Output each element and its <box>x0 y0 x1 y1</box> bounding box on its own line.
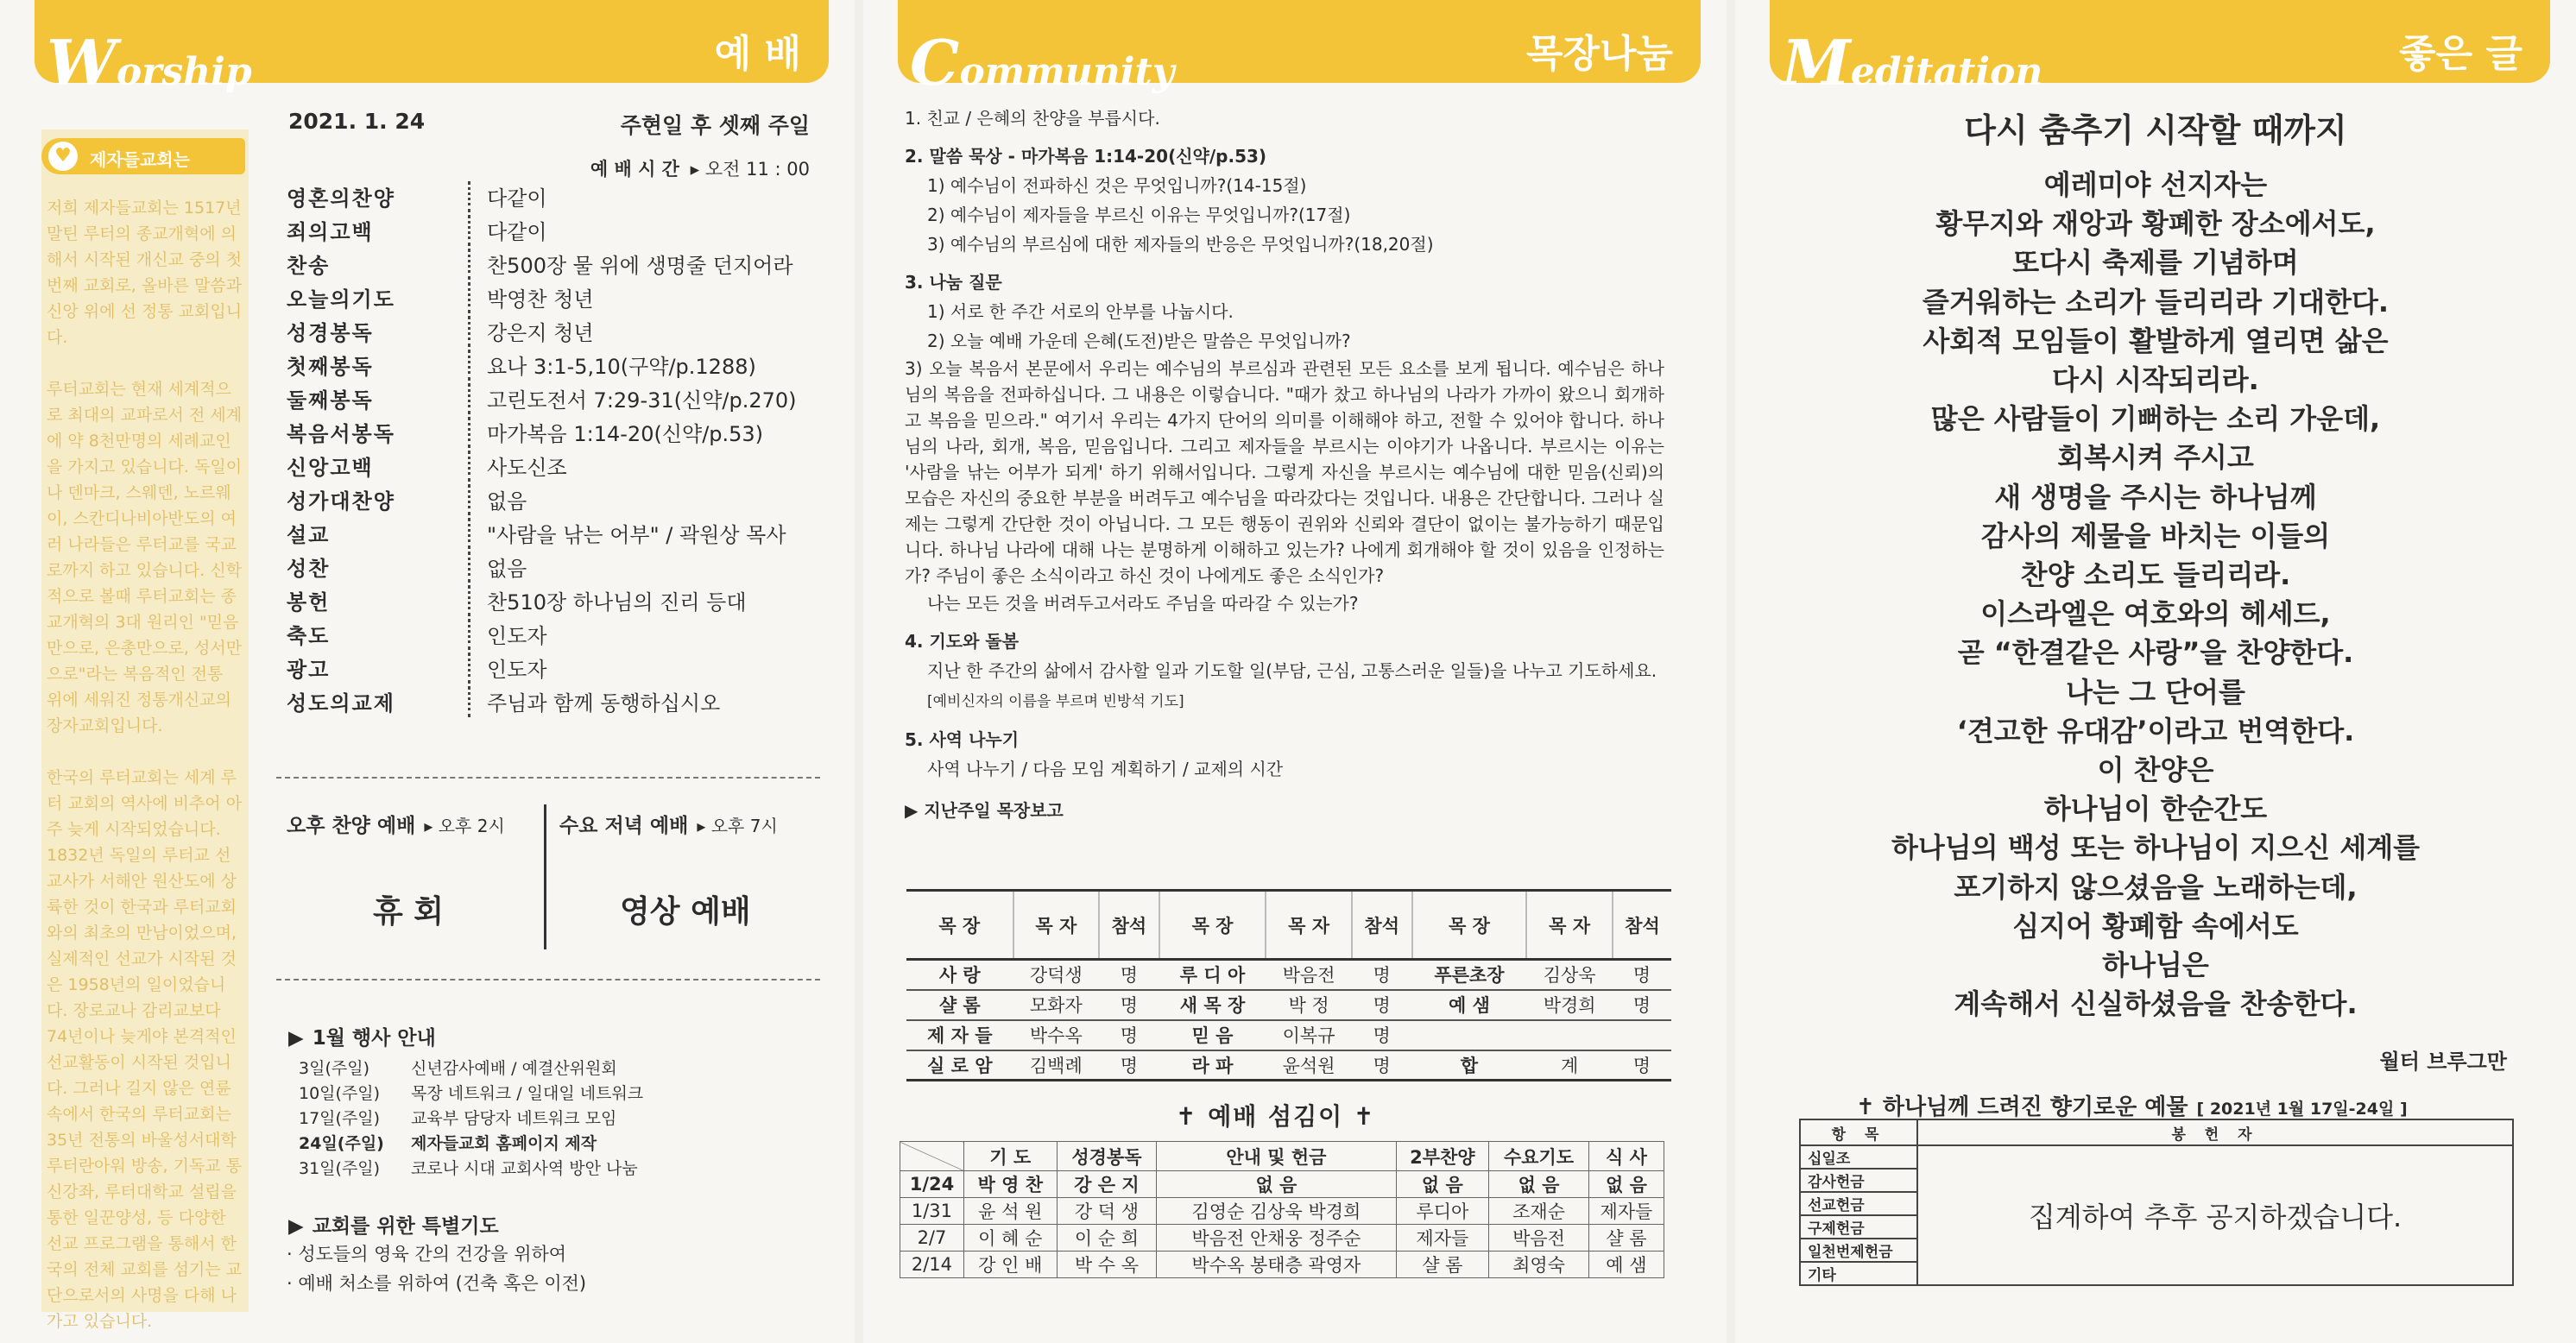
table-cell: 샬 롬 <box>906 990 1013 1020</box>
order-item-value: 박영찬 청년 <box>487 287 594 312</box>
poem-line: 사회적 모임들이 활발하게 열리면 삶은 <box>1923 324 2389 357</box>
sharing-question: 2) 오늘 예배 가운데 은혜(도전)받은 말씀은 무엇입니까? <box>927 331 1351 351</box>
banner-korean-title: 목장나눔 <box>1525 32 1673 76</box>
offering-item-label: 감사헌금 <box>1800 1169 1917 1192</box>
afternoon-service-status: 휴 회 <box>373 894 445 930</box>
poem-line: 심지어 황폐함 속에서도 <box>2012 909 2299 943</box>
banner-english-title <box>47 26 252 99</box>
offering-title <box>1856 1089 2408 1121</box>
table-cell: 믿 음 <box>1159 1020 1266 1050</box>
order-row <box>287 314 822 348</box>
column-header: 항 목 <box>1800 1119 1917 1145</box>
divider <box>276 979 820 980</box>
order-row <box>287 516 822 550</box>
table-cell: 없 음 <box>1588 1171 1664 1198</box>
table-cell: 박음전 <box>1266 960 1352 990</box>
offering-table <box>1799 1119 2514 1286</box>
dotted-separator <box>468 451 478 482</box>
table-cell: 새 목 장 <box>1159 990 1266 1020</box>
order-item-value: 찬510장 하나님의 진리 등대 <box>487 590 747 615</box>
column-header: 목 자 <box>1526 891 1613 960</box>
banner-cap-letter: W <box>47 26 117 99</box>
church-intro-sidebar <box>41 129 249 1331</box>
offering-period: [ 2021년 1월 17일-24일 ] <box>2196 1100 2408 1119</box>
table-row <box>900 1171 1664 1198</box>
event-date: 17일(주일) <box>299 1109 381 1128</box>
order-item-label: 신앙고백 <box>287 456 374 480</box>
ministry-sharing-text: 사역 나누기 / 다음 모임 계획하기 / 교제의 시간 <box>927 759 1284 779</box>
cell-report-table <box>906 889 1671 1081</box>
order-item-label: 성도의교제 <box>287 691 395 716</box>
table-cell: 명 <box>1613 990 1671 1020</box>
worship-banner <box>35 0 829 99</box>
table-cell: 박음전 <box>1489 1225 1589 1252</box>
dotted-separator <box>468 316 478 347</box>
service-time <box>590 155 810 181</box>
liturgical-sunday: 주현일 후 셋째 주일 <box>620 113 810 138</box>
service-time-value: ▸ 오전 11 : 00 <box>690 159 810 180</box>
poem-line: 감사의 제물을 바치는 이들의 <box>1980 519 2331 552</box>
event-date: 3일(주일) <box>299 1059 369 1078</box>
event-row <box>299 1130 643 1155</box>
table-cell <box>1526 1020 1613 1050</box>
column-header: 수요기도 <box>1489 1142 1589 1171</box>
offering-item-label: 기타 <box>1800 1262 1917 1285</box>
worship-panel <box>0 0 855 1343</box>
banner-english-title <box>910 26 1174 99</box>
table-cell: 조재순 <box>1489 1198 1589 1225</box>
offering-message: 집계하여 추후 공지하겠습니다. <box>1917 1145 2513 1285</box>
column-header: 목 장 <box>906 891 1013 960</box>
poem-line: 하나님이 한순간도 <box>2043 792 2268 826</box>
order-item-label: 둘째봉독 <box>287 388 374 413</box>
column-header <box>900 1142 964 1171</box>
order-item-value: 마가복음 1:14-20(신약/p.53) <box>487 422 764 446</box>
table-row <box>906 960 1671 990</box>
prayer-item: · 성도들의 영육 간의 건강을 위하여 <box>287 1244 567 1264</box>
table-cell: 박경희 <box>1526 990 1613 1020</box>
meditation-title: 다시 춤추기 시작할 때까지 <box>1964 111 2347 149</box>
table-header-row <box>900 1142 1664 1171</box>
table-cell: 박수옥 <box>1013 1020 1100 1050</box>
table-cell: 라 파 <box>1159 1050 1266 1081</box>
table-cell: 푸른초장 <box>1412 960 1527 990</box>
column-header: 목 자 <box>1266 891 1352 960</box>
table-cell: 김백례 <box>1013 1050 1100 1081</box>
offering-item-label: 십일조 <box>1800 1145 1917 1169</box>
dotted-separator <box>468 619 478 650</box>
table-cell: 예 샘 <box>1588 1252 1664 1278</box>
order-row <box>287 583 822 617</box>
order-item-value: 없음 <box>487 557 527 581</box>
banner-english-title <box>1782 26 2042 99</box>
dotted-separator <box>468 653 478 684</box>
events-title-text: 1월 행사 안내 <box>312 1027 436 1050</box>
order-row <box>287 281 822 314</box>
dotted-separator <box>468 417 478 448</box>
dotted-separator <box>468 686 478 717</box>
poem-line: 이 찬양은 <box>2097 753 2214 787</box>
section-prayer-care: 4. 기도와 돌봄 <box>905 631 1020 652</box>
service-date: 2021. 1. 24 <box>288 109 426 134</box>
order-item-value: 인도자 <box>487 624 547 648</box>
service-time-label: 예 배 시 간 <box>590 159 679 180</box>
order-row <box>287 449 822 482</box>
poem-line: 또다시 축제를 기념하며 <box>2012 246 2299 280</box>
order-row <box>287 550 822 583</box>
order-item-label: 성찬 <box>287 557 331 581</box>
sharing-paragraph: 3) 오늘 복음서 본문에서 우리는 예수님의 부르심과 관련된 모든 요소를 보게 됩니다. 예수님은 하나님의 복음을 전파하십니다. 그 내용은 이렇습니다. "때가 찼고 하나님의 나라가 가까이 왔으니 회개하고 복음을 믿으라." 여기서 우리는 4가지 단어의 의미를 이해해야 하고, 전할 수 있어야 합니다. 하나님의 나라, 회개, 복음, 믿음입니다. 그리고 제자들을 부르시는 이야기가 나옵니다. 부르시는 이유는 '사람을 낚는 어부가 되게' 하기 위해서입니다. 그렇게 자신을 부르시는 예수님에 대한 믿음(신뢰)의 모습은 자신의 중요한 부분을 버려두고 예수님을 따라갔다는 것입니다. 내용은 간단합니다. 그러나 실제는 그렇게 간단한 것이 아닙니다. 그 모든 행동이 권위와 신뢰와 결단이 없이는 불가능하기 때문입니다. 하나님 나라에 대해 나는 분명하게 이해하고 있는가? 나에게 회개해야 할 것이 있음을 인정하는가? 주님이 좋은 소식이라고 하신 것이 나에게도 좋은 소식인가? <box>905 358 1664 586</box>
table-cell: 샬 롬 <box>1588 1225 1664 1252</box>
order-row <box>287 651 822 684</box>
table-cell: 제 자 들 <box>906 1020 1013 1050</box>
table-cell: 박 정 <box>1266 990 1352 1020</box>
dotted-separator <box>468 383 478 414</box>
table-cell: 명 <box>1352 1020 1412 1050</box>
table-cell: 강 인 배 <box>963 1252 1057 1278</box>
column-header: 참석 <box>1099 891 1159 960</box>
table-row <box>906 1050 1671 1081</box>
table-row <box>900 1225 1664 1252</box>
section-fellowship: 1. 친교 / 은혜의 찬양을 부릅시다. <box>905 108 1160 129</box>
dotted-separator <box>468 518 478 549</box>
dotted-separator <box>468 181 478 212</box>
order-row <box>287 213 822 247</box>
table-cell: 합 <box>1412 1050 1527 1081</box>
dotted-separator <box>468 350 478 381</box>
order-item-label: 오늘의기도 <box>287 287 395 312</box>
wednesday-time: ▸ 오후 7시 <box>697 816 778 836</box>
worship-servers-title: ✝ 예배 섬김이 ✝ <box>1176 1102 1376 1131</box>
dotted-separator <box>468 552 478 583</box>
table-cell: 없 음 <box>1396 1171 1489 1198</box>
prayer-care-text: 지난 한 주간의 삶에서 감사할 일과 기도할 일(부담, 근심, 고통스러운 일들)을 나누고 기도하세요. <box>927 660 1657 681</box>
table-row <box>900 1252 1664 1278</box>
table-header-row <box>906 891 1671 960</box>
banner-rest: orship <box>116 50 252 94</box>
order-item-value: 없음 <box>487 489 527 514</box>
order-row <box>287 684 822 718</box>
table-cell: 2/14 <box>900 1252 964 1278</box>
table-cell: 명 <box>1099 990 1159 1020</box>
table-cell: 김상욱 <box>1526 960 1613 990</box>
intro-paragraph: 루터교회는 현재 세계적으로 최대의 교파로서 전 세계에 약 8천만명의 세례교인을 가지고 있습니다. 독일이나 덴마크, 스웨덴, 노르웨이, 스칸디나비아반도의 여러 나라들은 루터교를 국교로까지 하고 있습니다. 신학적으로 볼때 루터교회는 종교개혁의 3대 원리인 "믿음만으로, 은총만으로, 성서만으로"라는 복음적인 전통 위에 세워진 정통개신교의 장자교회입니다. <box>47 380 243 735</box>
column-header: 참석 <box>1352 891 1412 960</box>
table-cell: 없 음 <box>1489 1171 1589 1198</box>
order-item-value: 요나 3:1-5,10(구약/p.1288) <box>487 355 756 379</box>
order-item-label: 성가대찬양 <box>287 489 395 514</box>
table-cell: 샬 롬 <box>1396 1252 1489 1278</box>
poem-line: 나는 그 단어를 <box>2066 675 2245 709</box>
dotted-separator <box>468 215 478 246</box>
wednesday-label: 수요 저녁 예배 <box>559 815 689 837</box>
order-item-label: 찬송 <box>287 254 331 278</box>
section-bible-meditation: 2. 말씀 묵상 - 마가복음 1:14-20(신약/p.53) <box>905 146 1267 167</box>
section-ministry-sharing: 5. 사역 나누기 <box>905 729 1020 750</box>
order-row <box>287 482 822 516</box>
table-cell: 사 랑 <box>906 960 1013 990</box>
order-item-value: 찬500장 물 위에 생명줄 던지어라 <box>487 254 793 278</box>
table-header-row <box>1800 1119 2513 1145</box>
table-cell: 제자들 <box>1588 1198 1664 1225</box>
table-cell: 2/7 <box>900 1225 964 1252</box>
dotted-separator <box>468 585 478 616</box>
order-row <box>287 617 822 651</box>
order-row <box>287 180 822 213</box>
poem-line: 곧 “한결같은 사랑”을 찬양한다. <box>1957 636 2354 670</box>
poem-line: 하나님은 <box>2102 949 2209 982</box>
table-row <box>906 1020 1671 1050</box>
event-text: 코로나 시대 교회사역 방안 나눔 <box>411 1159 638 1178</box>
column-header: 성경봉독 <box>1057 1142 1157 1171</box>
event-text: 신년감사예배 / 예결산위원회 <box>411 1059 617 1078</box>
poem-line: 다시 시작되리라. <box>2052 363 2259 397</box>
poem-line: 포기하지 않으셨음을 노래하는데, <box>1954 870 2358 904</box>
poem-line: 황무지와 재앙과 황폐한 장소에서도, <box>1935 207 2376 241</box>
order-item-value: 사도신조 <box>487 456 567 480</box>
column-header: 참석 <box>1613 891 1671 960</box>
table-cell: 명 <box>1352 990 1412 1020</box>
table-cell: 박 수 옥 <box>1057 1252 1157 1278</box>
dotted-separator <box>468 484 478 515</box>
prayer-title-text: 교회를 위한 특별기도 <box>312 1215 499 1238</box>
table-cell: 이복규 <box>1266 1020 1352 1050</box>
poem-line: 새 생명을 주시는 하나님께 <box>1994 480 2317 514</box>
prayer-item: · 예배 처소를 위하여 (건축 혹은 이전) <box>287 1273 587 1294</box>
order-of-worship <box>287 180 822 718</box>
event-date: 10일(주일) <box>299 1084 381 1103</box>
table-cell: 명 <box>1352 960 1412 990</box>
table-cell: 윤석원 <box>1266 1050 1352 1081</box>
worship-servers-table <box>900 1141 1664 1278</box>
dotted-separator <box>468 282 478 313</box>
wednesday-service-status: 영상 예배 <box>620 894 751 930</box>
table-cell: 모화자 <box>1013 990 1100 1020</box>
banner-korean-title: 좋은 글 <box>2399 32 2522 76</box>
event-row <box>299 1080 643 1105</box>
table-cell: 강 은 지 <box>1057 1171 1157 1198</box>
order-item-label: 복음서봉독 <box>287 422 395 446</box>
table-cell: 박 영 찬 <box>963 1171 1057 1198</box>
dotted-separator <box>468 249 478 280</box>
table-cell: 박수옥 봉태층 곽영자 <box>1157 1252 1396 1278</box>
table-cell: 이 혜 순 <box>963 1225 1057 1252</box>
prayer-title <box>288 1210 499 1239</box>
order-item-label: 설교 <box>287 523 331 547</box>
offering-item-label: 구제헌금 <box>1800 1215 1917 1239</box>
church-name-tag <box>41 138 245 174</box>
poem-line: 계속해서 신실하셨음을 찬송한다. <box>1954 987 2358 1021</box>
order-item-value: 다같이 <box>487 186 547 211</box>
order-item-label: 광고 <box>287 658 331 682</box>
column-header: 목 자 <box>1013 891 1100 960</box>
table-cell <box>1613 1020 1671 1050</box>
meditation-poem <box>1735 166 2576 1024</box>
order-item-value: 고린도전서 7:29-31(신약/p.270) <box>487 388 797 413</box>
table-cell: 강 덕 생 <box>1057 1198 1157 1225</box>
table-cell: 윤 석 원 <box>963 1198 1057 1225</box>
table-row <box>900 1198 1664 1225</box>
table-cell: 루디아 <box>1396 1198 1489 1225</box>
table-cell: 1/31 <box>900 1198 964 1225</box>
table-cell: 김영순 김상욱 박경희 <box>1157 1198 1396 1225</box>
table-cell: 명 <box>1099 960 1159 990</box>
meditation-question: 3) 예수님의 부르심에 대한 제자들의 반응은 무엇입니까?(18,20절) <box>927 234 1434 255</box>
table-cell <box>1412 1020 1527 1050</box>
poem-line: 많은 사람들이 기뻐하는 소리 가운데, <box>1930 402 2381 436</box>
order-item-value: 인도자 <box>487 658 547 682</box>
prayer-list <box>287 1239 586 1298</box>
order-item-label: 봉헌 <box>287 590 331 615</box>
order-item-label: 영혼의찬양 <box>287 186 395 211</box>
meditation-question: 2) 예수님이 제자들을 부르신 이유는 무엇입니까?(17절) <box>927 205 1351 225</box>
meditation-banner <box>1770 0 2550 99</box>
table-cell: 명 <box>1352 1050 1412 1081</box>
column-header: 목 장 <box>1412 891 1527 960</box>
table-row <box>1800 1145 2513 1169</box>
offering-item-label: 일천번제헌금 <box>1800 1239 1917 1262</box>
banner-cap-letter: C <box>910 26 960 99</box>
column-header: 목 장 <box>1159 891 1266 960</box>
events-title <box>288 1022 436 1050</box>
event-text: 교육부 담당자 네트워크 모임 <box>411 1109 617 1128</box>
events-list <box>299 1055 643 1180</box>
event-row <box>299 1105 643 1130</box>
table-cell: 명 <box>1613 960 1671 990</box>
meditation-author: 월터 브루그만 <box>2379 1050 2507 1074</box>
order-row <box>287 247 822 281</box>
afternoon-time: ▸ 오후 2시 <box>424 816 505 836</box>
column-header: 안내 및 헌금 <box>1157 1142 1396 1171</box>
table-cell: 계 <box>1526 1050 1613 1081</box>
offering-title-text: ✝ 하나님께 드려진 향기로운 예물 <box>1856 1094 2188 1120</box>
triangle-bullet-icon: ▶ <box>288 1215 304 1238</box>
order-item-value: 강은지 청년 <box>487 321 594 345</box>
banner-cap-letter: M <box>1782 26 1851 99</box>
table-cell: 이 순 희 <box>1057 1225 1157 1252</box>
column-header: 봉 헌 자 <box>1917 1119 2513 1145</box>
order-item-label: 축도 <box>287 624 331 648</box>
table-cell: 명 <box>1613 1050 1671 1081</box>
offering-item-label: 선교헌금 <box>1800 1192 1917 1215</box>
banner-korean-title: 예 배 <box>714 32 801 76</box>
poem-line: 즐거워하는 소리가 들리리라 기대한다. <box>1922 285 2390 318</box>
order-item-label: 성경봉독 <box>287 321 374 345</box>
table-cell: 루 디 아 <box>1159 960 1266 990</box>
section-sharing-questions: 3. 나눔 질문 <box>905 272 1002 293</box>
triangle-bullet-icon: ▶ <box>288 1027 304 1050</box>
event-date: 31일(주일) <box>299 1159 381 1178</box>
wednesday-service-label <box>559 810 778 838</box>
intro-paragraph: 저희 제자들교회는 1517년 말틴 루터의 종교개혁에 의해서 시작된 개신교 중의 첫 번째 교회로, 올바른 말씀과 신앙 위에 선 정통 교회입니다. <box>47 199 243 347</box>
banner-rest: ommunity <box>959 50 1175 94</box>
column-header: 기 도 <box>963 1142 1057 1171</box>
poem-line: 예레미야 선지자는 <box>2043 168 2268 201</box>
table-cell: 박음전 안채웅 정주순 <box>1157 1225 1396 1252</box>
community-guide <box>905 104 1664 825</box>
table-cell: 명 <box>1099 1020 1159 1050</box>
sharing-question: 나는 모든 것을 버려두고서라도 주님을 따라갈 수 있는가? <box>927 593 1359 614</box>
table-cell: 최영숙 <box>1489 1252 1589 1278</box>
table-cell: 강덕생 <box>1013 960 1100 990</box>
order-item-value: "사람을 낚는 어부" / 곽원상 목사 <box>487 523 786 547</box>
intro-paragraph: 한국의 루터교회는 세계 루터 교회의 역사에 비추어 아주 늦게 시작되었습니다. 1832년 독일의 루터교 선교사가 서해안 원산도에 상륙한 것이 한국과 루터교회와의 최초의 만남이었으며, 실제적인 선교가 시작된 것은 1958년의 일이었습니다. 장로교나 감리교보다 74년이나 늦게야 본격적인 선교활동이 시작된 것입니다. 그러나 길지 않은 연륜 속에서 한국의 루터교회는 35년 전통의 바울성서대학 루터란아워 방송, 기독교 통신강좌, 루터대학교 설립을 통한 일꾼양성, 등 다양한 선교 프로그램을 통해서 한국의 전체 교회를 섬기는 교단으로서의 사명을 다해 나가고 있습니다. <box>47 768 243 1331</box>
church-intro-text <box>47 195 243 1343</box>
poem-line: ‘견고한 유대감’이라고 번역한다. <box>1956 714 2355 747</box>
poem-line: 찬양 소리도 들리리라. <box>2020 558 2291 592</box>
order-row <box>287 348 822 381</box>
order-row <box>287 415 822 449</box>
church-name: 제자들교회는 <box>90 149 190 170</box>
event-text: 제자들교회 홈페이지 제작 <box>411 1134 597 1153</box>
event-date: 24일(주일) <box>299 1134 384 1153</box>
column-header: 식 사 <box>1588 1142 1664 1171</box>
afternoon-service-label <box>287 810 505 838</box>
order-item-value: 다같이 <box>487 220 547 244</box>
report-title-text: 지난주일 목장보고 <box>924 800 1064 821</box>
event-row <box>299 1055 643 1080</box>
poem-line: 회복시켜 주시고 <box>2057 441 2254 475</box>
heart-icon: ♥ <box>48 142 78 171</box>
triangle-bullet-icon: ▶ <box>905 800 925 821</box>
order-item-value: 주님과 함께 동행하십시오 <box>487 691 721 716</box>
afternoon-label: 오후 찬양 예배 <box>287 815 416 837</box>
order-row <box>287 381 822 415</box>
table-cell: 없 음 <box>1157 1171 1396 1198</box>
table-cell: 1/24 <box>900 1171 964 1198</box>
meditation-question: 1) 예수님이 전파하신 것은 무엇입니까?(14-15절) <box>927 175 1307 196</box>
table-row <box>906 990 1671 1020</box>
table-cell: 제자들 <box>1396 1225 1489 1252</box>
column-header: 2부찬양 <box>1396 1142 1489 1171</box>
community-banner <box>898 0 1701 99</box>
event-row <box>299 1155 643 1180</box>
poem-line: 하나님의 백성 또는 하나님이 지으신 세계를 <box>1891 831 2421 865</box>
divider <box>276 777 820 779</box>
sharing-question: 1) 서로 한 주간 서로의 안부를 나눕시다. <box>927 301 1234 322</box>
table-cell: 명 <box>1099 1050 1159 1081</box>
table-cell: 실 로 암 <box>906 1050 1013 1081</box>
divider <box>544 804 546 949</box>
order-item-label: 첫째봉독 <box>287 355 374 379</box>
order-item-label: 죄의고백 <box>287 220 374 244</box>
banner-rest: editation <box>1850 50 2043 94</box>
table-cell: 예 샘 <box>1412 990 1527 1020</box>
event-text: 목장 네트워크 / 일대일 네트워크 <box>411 1084 644 1103</box>
report-title <box>905 796 1664 825</box>
prayer-care-note: [예비신자의 이름을 부르며 빈방석 기도] <box>927 693 1184 710</box>
poem-line: 이스라엘은 여호와의 헤세드, <box>1980 597 2331 631</box>
